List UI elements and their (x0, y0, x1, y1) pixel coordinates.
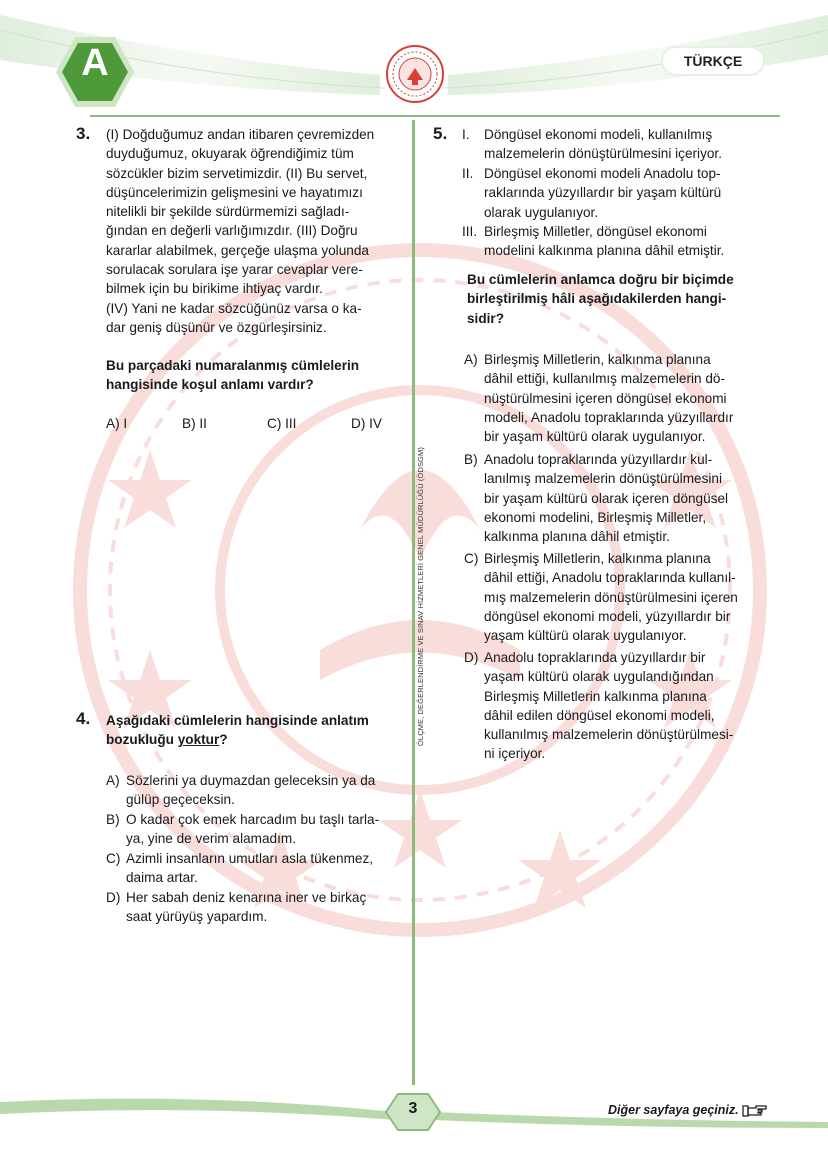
option-line: Birleşmiş Milletlerin, kalkınma planına (484, 551, 711, 566)
option-line: Anadolu topraklarında yüzyıllardır bir (484, 650, 706, 665)
question-5-number: 5. (433, 124, 448, 143)
option-line: gülüp geçeceksin. (126, 792, 235, 808)
question-3-passage (106, 125, 374, 337)
option-line: lanılmış malzemelerin dönüştürülmesini (484, 471, 722, 487)
passage-line: (IV) Yani ne kadar sözcüğünüz varsa o ka- (106, 300, 362, 316)
question-3-prompt (106, 356, 359, 395)
prompt-emphasis: yoktur (177, 732, 220, 748)
column-divider (412, 120, 415, 1085)
option-line: Anadolu topraklarında yüzyıllardır kul- (484, 452, 713, 467)
statement-line: Birleşmiş Milletler, döngüsel ekonomi (484, 224, 707, 239)
statement-line: Döngüsel ekonomi modeli Anadolu top- (484, 166, 721, 181)
option-line: daima artar. (126, 870, 198, 886)
option-label: A) (106, 773, 120, 788)
statement-3 (462, 222, 792, 262)
question-3-number: 3. (76, 124, 91, 143)
option-line: ni içeriyor. (484, 746, 546, 762)
option-text (126, 771, 375, 810)
option-line: mış malzemelerin dönüştürülmesini içeren (484, 589, 738, 605)
option-line: Birleşmiş Milletlerin kalkınma planına (484, 688, 707, 704)
prompt-text: ? (219, 732, 228, 748)
option-line: ekonomi modelini, Birleşmiş Milletler, (484, 509, 707, 525)
statement-line: modelini kalkınma planına dâhil etmiştir. (484, 243, 725, 259)
passage-line: sorulacak sorulara işe yarar cevaplar vere- (106, 262, 363, 278)
statement-label: I. (462, 127, 470, 142)
option-a[interactable]: A) I (106, 416, 128, 431)
option-text (126, 810, 379, 849)
question-5-option-d[interactable] (464, 648, 794, 766)
question-4-option-b[interactable] (106, 810, 406, 850)
next-page-text: Diğer sayfaya geçiniz. (608, 1103, 739, 1117)
option-line: saat yürüyüş yapardım. (126, 909, 268, 925)
ministry-emblem-icon (385, 44, 445, 104)
question-3-options (106, 416, 396, 436)
prompt-line: Aşağıdaki cümlelerin hangisinde anlatım (106, 713, 369, 728)
passage-line: duyduğumuz, okuyarak öğrendiğimiz tüm (106, 146, 354, 162)
question-4-option-d[interactable] (106, 888, 406, 928)
option-line: bir yaşam kültürü olarak içeren döngüsel (484, 490, 729, 506)
pointing-hand-icon (742, 1104, 768, 1118)
option-c[interactable]: C) III (267, 416, 297, 431)
option-line: dâhil ettiği, Anadolu topraklarında kullanıl- (484, 570, 736, 586)
option-line: dâhil edilen döngüsel ekonomi modeli, (484, 707, 715, 723)
option-b[interactable]: B) II (182, 416, 207, 431)
statement-label: III. (462, 224, 478, 239)
subject-label: TÜRKÇE (663, 48, 763, 74)
statement-text (484, 164, 721, 222)
option-line: Sözlerini ya duymazdan geleceksin ya da (126, 773, 376, 788)
statement-1 (462, 125, 792, 165)
statement-2 (462, 164, 792, 224)
statement-line: olarak uygulanıyor. (484, 204, 599, 220)
option-line: modeli, Anadolu topraklarında yüzyıllardır (484, 409, 734, 425)
prompt-line: hangisinde koşul anlamı vardır? (106, 377, 314, 393)
prompt-line: sidir? (467, 310, 505, 326)
prompt-line (106, 730, 369, 749)
prompt-line: Bu parçadaki numaralanmış cümlelerin (106, 358, 360, 373)
question-5-prompt (467, 270, 734, 328)
option-label: C) (106, 851, 121, 866)
passage-line: nitelikli bir şekilde sürdürmemizi sağladı- (106, 204, 350, 220)
side-organization-text: ÖLÇME, DEĞERLENDİRME VE SINAV HİZMETLERİ GENEL MÜDÜRLÜĞÜ (ÖDSGM) (416, 447, 425, 746)
statement-text (484, 222, 724, 261)
option-line: yaşam kültürü olarak uygulanıyor. (484, 628, 687, 644)
next-page-note (608, 1103, 768, 1118)
option-line: kalkınma planına dâhil etmiştir. (484, 529, 670, 545)
statement-line: raklarında yüzyıllardır bir yaşam kültürü (484, 185, 722, 201)
passage-line: bilmek için bu birikime ihtiyaç vardır. (106, 281, 323, 297)
option-line: Birleşmiş Milletlerin, kalkınma planına (484, 352, 711, 367)
option-text (484, 648, 733, 764)
option-label: D) (464, 650, 479, 665)
prompt-line: birleştirilmiş hâli aşağıdakilerden hangi- (467, 291, 727, 307)
option-line: bir yaşam kültürü olarak uygulanıyor. (484, 429, 706, 445)
question-4-number: 4. (76, 709, 91, 728)
statement-line: Döngüsel ekonomi modeli, kullanılmış (484, 127, 713, 142)
booklet-letter: A (81, 42, 109, 84)
question-4-prompt (106, 711, 369, 750)
option-text (484, 450, 728, 546)
prompt-line: Bu cümlelerin anlamca doğru bir biçimde (467, 272, 734, 287)
question-4-option-c[interactable] (106, 849, 406, 889)
option-line: ya, yine de verim alamadım. (126, 831, 296, 847)
option-line: Her sabah deniz kenarına iner ve birkaç (126, 890, 367, 905)
option-line: nüştürülmesini içeren döngüsel ekonomi (484, 390, 727, 406)
option-label: A) (464, 352, 478, 367)
passage-line: sözcükler bizim servetimizdir. (II) Bu servet, (106, 165, 368, 181)
passage-line: (I) Doğduğumuz andan itibaren çevremizden (106, 127, 375, 142)
footer-band (0, 1080, 828, 1167)
option-text (484, 549, 738, 645)
option-text (484, 350, 733, 446)
question-5-option-a[interactable] (464, 350, 794, 448)
page-number: 3 (408, 1100, 418, 1117)
header-rule (90, 115, 780, 117)
option-line: O kadar çok emek harcadım bu taşlı tarla- (126, 812, 380, 827)
option-line: Azimli insanların umutları asla tükenmez, (126, 851, 374, 866)
option-label: D) (106, 890, 121, 905)
prompt-text: bozukluğu (106, 732, 178, 748)
option-label: C) (464, 551, 479, 566)
passage-line: ğından en değerli varlığımızdır. (III) Doğru (106, 223, 358, 239)
option-line: kullanılmış malzemelerin dönüştürülmesi- (484, 727, 734, 743)
passage-line: düşüncelerimizin gelişmesini ve hayatımızı (106, 184, 363, 200)
option-label: B) (106, 812, 120, 827)
option-line: dâhil ettiği, kullanılmış malzemelerin dö- (484, 371, 726, 387)
question-4-option-a[interactable] (106, 771, 406, 811)
question-5-option-b[interactable] (464, 450, 794, 548)
passage-line: dar geniş düşünür ve özgürleşirsiniz. (106, 319, 327, 335)
question-5-option-c[interactable] (464, 549, 794, 647)
option-line: döngüsel ekonomi modeli, yüzyıllardır bir (484, 608, 731, 624)
statement-label: II. (462, 166, 474, 181)
statement-line: malzemelerin dönüştürülmesini içeriyor. (484, 146, 722, 162)
option-label: B) (464, 452, 478, 467)
passage-line: kararlar alabilmek, gerçeğe ulaşma yolunda (106, 242, 369, 258)
option-text (126, 849, 373, 888)
option-line: yaşam kültürü olarak uygulandığından (484, 669, 714, 685)
statement-text (484, 125, 722, 164)
option-d[interactable]: D) IV (351, 416, 382, 431)
option-text (126, 888, 366, 927)
